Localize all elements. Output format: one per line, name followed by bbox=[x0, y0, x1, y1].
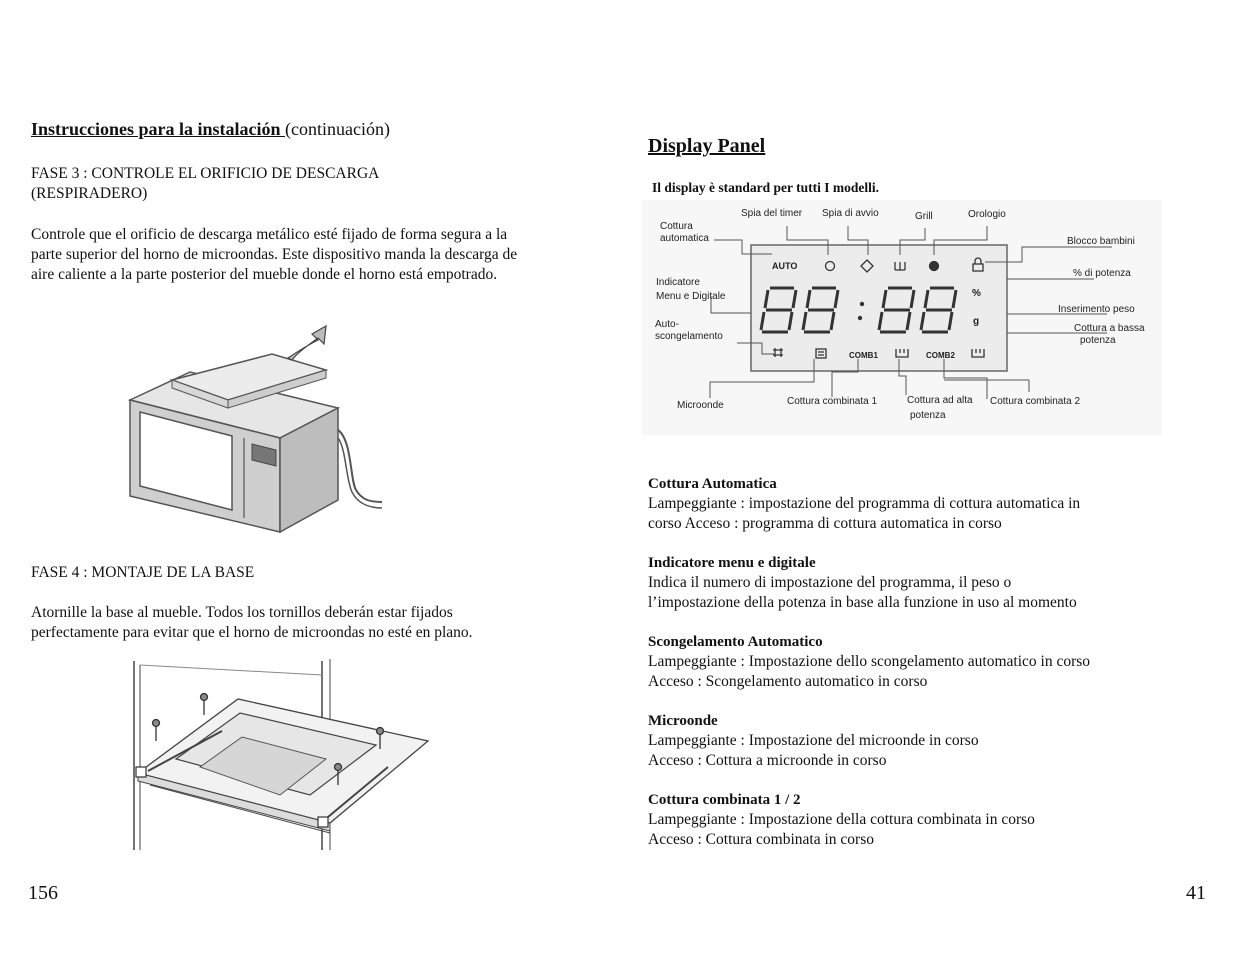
section-title: Indicatore menu e digitale bbox=[648, 555, 816, 571]
label-auto-scong-1: Auto- bbox=[655, 319, 679, 330]
step3-text: Controle que el orificio de descarga metálico esté fijado de forma segura a la parte superior del horno de microondas. Este dispositivo manda la descarga de aire caliente a la parte posterior del mueble donde el horno está empotrado. bbox=[31, 226, 518, 283]
section-line: Acceso : Cottura a microonde in corso bbox=[648, 752, 887, 769]
left-page-title bbox=[31, 118, 390, 140]
label-comb1: Cottura combinata 1 bbox=[787, 396, 878, 407]
section-line: Indica il numero di impostazione del programma, il peso o bbox=[648, 574, 1012, 591]
left-page-number: 156 bbox=[28, 882, 58, 904]
right-page-title: Display Panel bbox=[648, 135, 766, 157]
section-line: Lampeggiante : Impostazione della cottura combinata in corso bbox=[648, 811, 1035, 828]
step3-heading: FASE 3 : CONTROLE EL ORIFICIO DE DESCARGA (RESPIRADERO) bbox=[31, 165, 379, 202]
label-auto-scong-2: scongelamento bbox=[655, 331, 723, 342]
section-line: Acceso : Cottura combinata in corso bbox=[648, 831, 874, 848]
section-scongelamento bbox=[648, 632, 1208, 711]
percent-icon: % bbox=[972, 288, 981, 299]
label-microonde: Microonde bbox=[677, 400, 724, 411]
label-alta-2: potenza bbox=[910, 410, 946, 421]
label-alta-1: Cottura ad alta bbox=[907, 395, 973, 406]
label-blocco-bambini: Blocco bambini bbox=[1067, 236, 1135, 247]
step4-text: Atornille la base al mueble. Todos los tornillos deberán estar fijados perfectamente para evitar que el horno de microondas no esté en plano. bbox=[31, 604, 473, 641]
auto-icon: AUTO bbox=[772, 261, 798, 271]
label-indicatore-2: Menu e Digitale bbox=[656, 291, 726, 302]
label-bassa-2: potenza bbox=[1080, 335, 1116, 346]
section-cottura-combinata bbox=[648, 790, 1208, 869]
label-bassa-1: Cottura a bassa bbox=[1074, 323, 1145, 334]
step4-heading: FASE 4 : MONTAJE DE LA BASE bbox=[31, 564, 255, 581]
section-microonde bbox=[648, 711, 1208, 790]
base-mounting-illustration bbox=[130, 655, 435, 855]
section-title: Microonde bbox=[648, 713, 718, 729]
gram-icon: g bbox=[973, 316, 980, 327]
section-line: l’impostazione della potenza in base alla funzione in uso al momento bbox=[648, 594, 1077, 611]
display-panel-diagram bbox=[642, 200, 1162, 435]
section-title: Cottura Automatica bbox=[648, 476, 777, 492]
comb2-icon: COMB2 bbox=[926, 351, 955, 360]
right-page-number: 41 bbox=[1186, 882, 1206, 904]
label-comb2: Cottura combinata 2 bbox=[990, 396, 1081, 407]
label-inserimento-peso: Inserimento peso bbox=[1058, 304, 1135, 315]
comb1-icon: COMB1 bbox=[849, 351, 878, 360]
section-indicatore bbox=[648, 553, 1208, 632]
microwave-vent-illustration bbox=[120, 320, 390, 535]
label-cottura-auto-1: Cottura bbox=[660, 221, 693, 232]
section-title: Scongelamento Automatico bbox=[648, 634, 823, 650]
section-line: Acceso : Scongelamento automatico in corso bbox=[648, 673, 928, 690]
section-line: corso Acceso : programma di cottura automatica in corso bbox=[648, 515, 1002, 532]
section-cottura-automatica bbox=[648, 474, 1208, 553]
label-potenza: % di potenza bbox=[1073, 268, 1131, 279]
title-rest: (continuación) bbox=[285, 119, 390, 139]
label-orologio: Orologio bbox=[968, 209, 1006, 220]
title-bold: Instrucciones para la instalación bbox=[31, 119, 286, 139]
label-spia-avvio: Spia di avvio bbox=[822, 208, 879, 219]
section-list bbox=[648, 474, 1208, 869]
label-cottura-auto-2: automatica bbox=[660, 233, 709, 244]
section-title: Cottura combinata 1 / 2 bbox=[648, 792, 801, 808]
label-indicatore-1: Indicatore bbox=[656, 277, 700, 288]
section-line: Lampeggiante : impostazione del programma di cottura automatica in bbox=[648, 495, 1081, 512]
label-spia-timer: Spia del timer bbox=[741, 208, 803, 219]
section-line: Lampeggiante : Impostazione dello scongelamento automatico in corso bbox=[648, 653, 1091, 670]
right-subtitle: Il display è standard per tutti I modelli. bbox=[652, 180, 880, 195]
section-line: Lampeggiante : Impostazione del microonde in corso bbox=[648, 732, 979, 749]
label-grill: Grill bbox=[915, 211, 933, 222]
